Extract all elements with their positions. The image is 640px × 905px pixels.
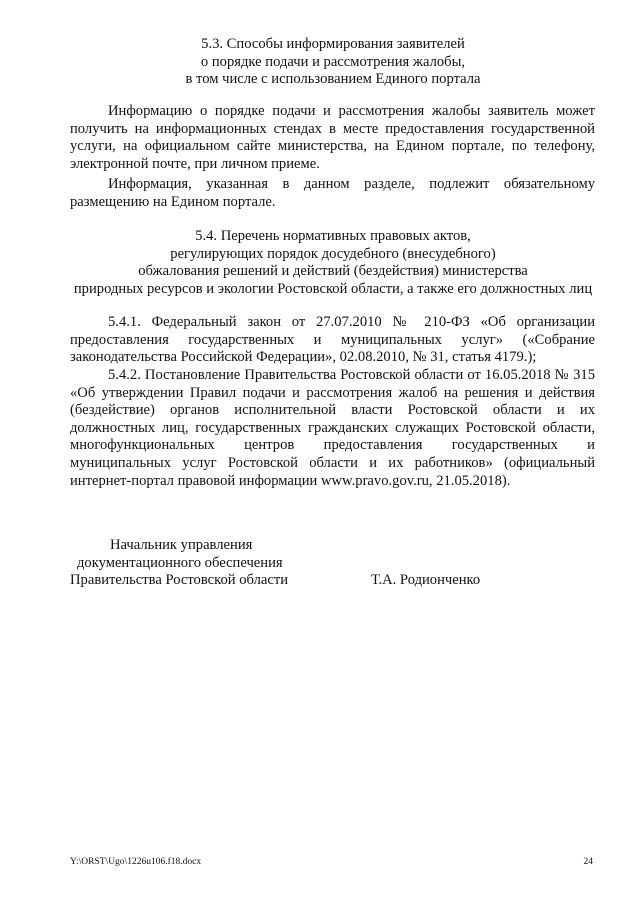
section-5-3-paragraph-2: Информация, указанная в данном разделе, подлежит обязательному размещению на Едином портале. bbox=[70, 176, 595, 210]
heading-line: 5.4. Перечень нормативных правовых актов, bbox=[195, 228, 471, 244]
heading-line: природных ресурсов и экологии Ростовской области, а также его должностных лиц bbox=[73, 280, 593, 297]
heading-line: о порядке подачи и рассмотрения жалобы, bbox=[200, 53, 466, 70]
heading-line: в том числе с использованием Единого портала bbox=[185, 71, 481, 87]
signatory-title bbox=[70, 537, 288, 590]
section-5-3-heading bbox=[0, 36, 640, 89]
page-number: 24 bbox=[583, 857, 593, 867]
heading-line: 5.3. Способы информирования заявителей bbox=[201, 36, 465, 52]
section-5-4-heading bbox=[0, 228, 640, 298]
heading-line: регулирующих порядок досудебного (внесудебного) bbox=[170, 245, 496, 262]
signatory-name: Т.А. Родионченко bbox=[371, 572, 481, 588]
heading-line: обжалования решений и действий (бездействия) министерства bbox=[138, 263, 528, 279]
section-5-4-2-paragraph: 5.4.2. Постановление Правительства Ростовской области от 16.05.2018 № 315 «Об утверждении Правил подачи и рассмотрения жалоб на решения и действия (бездействие) органов исполнительной власти Ростовской области и их должностных лиц, государственных гражданских служащих Ростовской области, многофункциональных центров предоставления государственных и муниципальных услуг Ростовской области и их работников» (официальный интернет-портал правовой информации www.pravo.gov.ru, 21.05.2018). bbox=[70, 367, 595, 489]
section-5-3-paragraph-1: Информацию о порядке подачи и рассмотрения жалобы заявитель может получить на информационных стендах в месте предоставления государственной услуги, на официальном сайте министерства, на Едином портале, по телефону, электронной почте, при личном приеме. bbox=[70, 103, 595, 172]
footer-file-path: Y:\ORST\Ugo\1226u106.f18.docx bbox=[70, 857, 202, 867]
signatory-title-line: Правительства Ростовской области bbox=[70, 572, 289, 588]
signatory-title-line: документационного обеспечения bbox=[77, 554, 283, 571]
section-5-4-1-paragraph: 5.4.1. Федеральный закон от 27.07.2010 № 210-ФЗ «Об организации предоставления государственных и муниципальных услуг» («Собрание законодательства Российской Федерации», 02.08.2010, № 31, статья 4179.); bbox=[70, 314, 595, 366]
signatory-title-line: Начальник управления bbox=[110, 537, 253, 553]
